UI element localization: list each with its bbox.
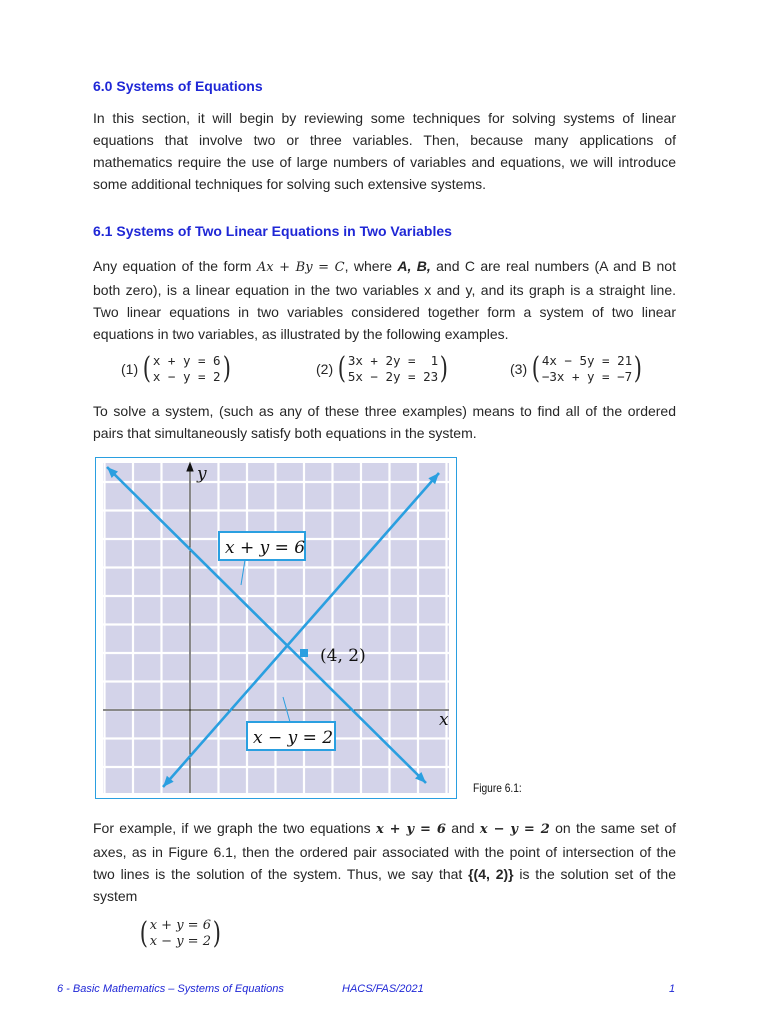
example-system-3: (3) ( 4x − 5y = 21 −3x + y = −7 ) [510,351,643,386]
example-paragraph: For example, if we graph the two equations x + y = 6 and x − y = 2 on the same set of axes, as in Figure 6.1, then the ordered pair associated with the point of intersection of the two lines is the solution of the system. Thus, we say that {(4, 2)} is the solution set of the system [93,820,677,904]
section-heading-6-0: 6.0 Systems of Equations [93,78,263,94]
intersection-point [300,649,308,657]
linear-equation-paragraph: Any equation of the form Ax + By = C, where A, B, and C are real numbers (A and B not both zero), is a linear equation in the two variables x and y, and its graph is a straight line. Two linear equations in two variables considered together form a system of two linear equations in two variables, as illustrated by the following examples. [93,258,676,342]
solve-system-paragraph: To solve a system, (such as any of these three examples) means to find all of the ordered pairs that simultaneously satisfy both equations in the system. [93,403,676,441]
line2-label: x − y = 2 [253,728,334,748]
example-system-1: (1) ( x + y = 6 x − y = 2 ) [121,351,231,386]
y-axis-label: y [197,464,207,484]
general-form-equation: Ax + By = C [256,260,345,275]
intro-paragraph: In this section, it will begin by reviewing some techniques for solving systems of linear equations that involve two or three variables. Then, because many applications of mathematics require the use of large numbers of variables and equations, we will introduce some additional techniques for solving such extensive systems. [93,110,676,192]
section-heading-6-1: 6.1 Systems of Two Linear Equations in Two Variables [93,223,452,239]
figure-caption: Figure 6.1: [473,781,522,795]
footer-title: 6 - Basic Mathematics – Systems of Equations [57,983,284,995]
page-number: 1 [669,983,676,995]
example-system-2: (2) ( 3x + 2y = 1 5x − 2y = 23 ) [316,351,449,386]
line1-label: x + y = 6 [225,538,306,558]
footer-code: HACS/FAS/2021 [342,983,424,995]
solution-system: ( x + y = 6 x − y = 2 ) [139,916,221,951]
figure-6-1-graph [95,457,457,799]
point-label: (4, 2) [320,646,366,666]
x-axis-label: x [439,710,449,730]
